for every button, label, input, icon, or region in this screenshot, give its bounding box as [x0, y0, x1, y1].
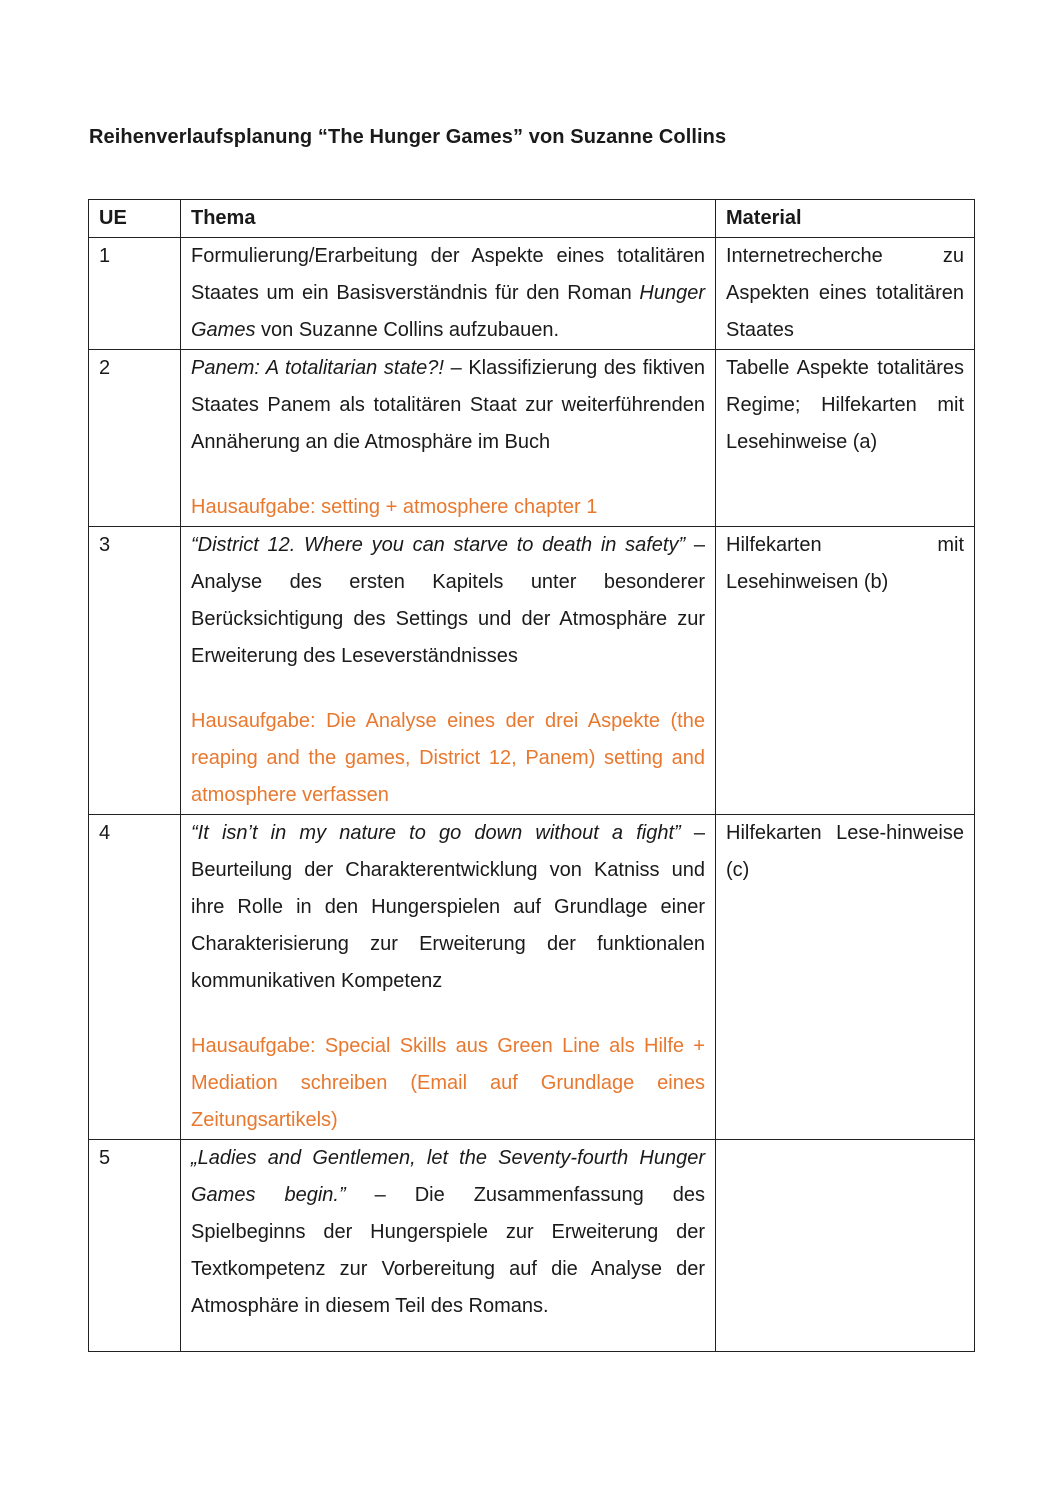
thema-text-part: – Klassifizierung des fiktiven Staates Panem als totalitären Staat zur weiterführenden Annäherung an die Atmosphäre im Buch [191, 357, 705, 453]
book-title-text: Hunger Games [191, 282, 705, 341]
thema-text-part: von Suzanne Collins aufzubauen. [255, 319, 560, 341]
thema-text [191, 815, 705, 1000]
thema-text [191, 527, 705, 675]
homework-text: Hausaufgabe: Special Skills aus Green Line als Hilfe + Mediation schreiben (Email auf Grundlage eines Zeitungsartikels) [191, 1035, 705, 1131]
table-header-row [89, 200, 975, 238]
ue-number: 3 [89, 527, 181, 815]
document-title: Reihenverlaufsplanung “The Hunger Games” von Suzanne Collins [89, 126, 727, 148]
thema-text-part: Formulierung/Erarbeitung der Aspekte eines totalitären Staates um ein Basisverständnis für den Roman [191, 245, 705, 304]
table-row-ue-1 [89, 238, 975, 350]
thema-text-part: – Die Zusammenfassung des Spielbeginns der Hungerspiele zur Erweiterung der Textkompetenz zur Vorbereitung auf die Analyse der Atmosphäre in diesem Teil des Romans. [191, 1184, 706, 1317]
thema-cell [181, 815, 716, 1140]
lesson-plan-table [88, 199, 975, 1352]
thema-quote: „Ladies and Gentlemen, let the Seventy-fourth Hunger Games begin.” [191, 1147, 705, 1206]
thema-cell [181, 527, 716, 815]
header-ue: UE [89, 200, 181, 238]
homework-text: Hausaufgabe: Die Analyse eines der drei Aspekte (the reaping and the games, District 12, Panem) setting and atmosphere verfassen [191, 710, 705, 806]
thema-text [191, 238, 705, 349]
material-cell: Tabelle Aspekte totalitäres Regime; Hilfekarten mit Lesehinweise (a) [716, 350, 975, 527]
ue-number: 5 [89, 1140, 181, 1352]
ue-number: 1 [89, 238, 181, 350]
thema-quote: “It isn’t in my nature to go down without a fight” [191, 822, 681, 844]
thema-text [191, 350, 705, 461]
thema-quote: Panem: A totalitarian state?! [191, 357, 444, 379]
thema-cell [181, 238, 716, 350]
thema-text-part: – Beurteilung der Charakterentwicklung von Katniss und ihre Rolle in den Hungerspielen auf Grundlage einer Charakterisierung zur Erweiterung der funktionalen kommunikativen Kompetenz [191, 822, 705, 992]
header-material: Material [716, 200, 975, 238]
material-cell [716, 1140, 975, 1352]
ue-number: 4 [89, 815, 181, 1140]
material-cell: Internetrecherche zu Aspekten eines totalitären Staates [716, 238, 975, 350]
homework-text: Hausaufgabe: setting + atmosphere chapter 1 [191, 496, 598, 518]
header-thema: Thema [181, 200, 716, 238]
table-row-ue-3 [89, 527, 975, 815]
thema-cell [181, 1140, 716, 1352]
material-cell: Hilfekarten mit Lesehinweisen (b) [716, 527, 975, 815]
thema-text-part: – Analyse des ersten Kapitels unter besonderer Berücksichtigung des Settings und der Atmosphäre zur Erweiterung des Leseverständnisses [191, 534, 705, 667]
ue-number: 2 [89, 350, 181, 527]
thema-quote: “District 12. Where you can starve to death in safety” [191, 534, 686, 556]
table-row-ue-2 [89, 350, 975, 527]
thema-text [191, 1140, 705, 1325]
table-row-ue-5 [89, 1140, 975, 1352]
table-row-ue-4 [89, 815, 975, 1140]
thema-cell [181, 350, 716, 527]
material-cell: Hilfekarten Lese-hinweise (c) [716, 815, 975, 1140]
